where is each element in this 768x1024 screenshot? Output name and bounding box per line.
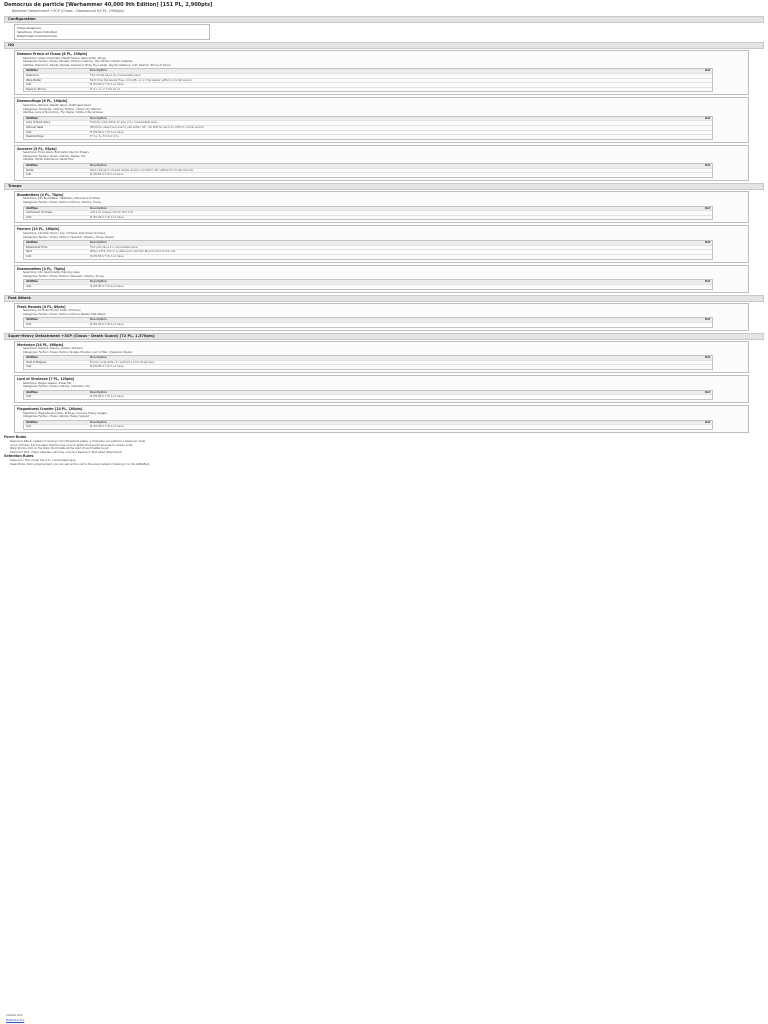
table-cell-ref: [694, 255, 712, 259]
unit-card: [14, 265, 749, 293]
table-cell-ref: [694, 83, 712, 87]
table-cell-ref: Ref: [705, 241, 710, 245]
selection-rules-lines: [4, 459, 764, 466]
table-cell-ref: Ref: [705, 164, 710, 168]
table-cell-name: Split: [26, 250, 32, 254]
table-cell-ref: [694, 126, 712, 130]
table-cell-name: Abilities: [26, 116, 38, 120]
table-cell-name: Unit: [26, 254, 32, 258]
section-heading: Fast Attack: [4, 295, 764, 302]
unit-name: Plagueburst Crawler [10 PL, 180pts]: [17, 407, 83, 412]
table-cell-name: Host of Plagues: [26, 360, 47, 364]
table-row: [24, 365, 712, 369]
table-cell-description: Warp charge 5. Closest visible enemy unit within 18" suffers D3 mortal wounds.: [90, 168, 194, 172]
table-cell-description: M WS BS S T W A Ld Save: [90, 254, 124, 258]
unit-profile-table: [23, 390, 713, 400]
table-cell-description: Description: [90, 69, 107, 73]
section-heading: HQ: [4, 42, 764, 49]
unit-card: [14, 145, 749, 181]
table-cell-description: Description: [90, 390, 107, 394]
table-row: [24, 216, 712, 220]
table-cell-name: Abilities: [26, 390, 38, 394]
unit-card: [14, 303, 749, 331]
force-rules-lines: [4, 440, 764, 454]
unit-card: [14, 97, 749, 142]
table-cell-ref: [694, 131, 712, 135]
table-cell-ref: [694, 250, 712, 254]
table-row: [24, 88, 712, 92]
unit-profile-table: [23, 206, 713, 221]
table-cell-ref: [694, 361, 712, 365]
unit-meta-line: Abilities: Daemonic, Deadly Demise, Daemonic Pride, Fly, Leader, Psychic Defence, Unit: Daemon Prince of Chaos: [23, 63, 171, 67]
table-cell-description: Description: [90, 164, 107, 168]
table-cell-name: Unit: [26, 365, 32, 369]
table-cell-name: Unit: [26, 130, 32, 134]
unit-profile-table: [23, 279, 713, 289]
table-cell-name: Abilities: [26, 280, 38, 284]
unit-meta-line: Categories: Faction: Chaos, Faction: Slaanesh, Infantry, Troops: [23, 274, 104, 278]
unit-meta-line: Categories: Faction: Chaos, Faction: Nurgle, Monster, Lord of War, Character, Psyker: [23, 350, 132, 354]
table-cell-description: Add 1 to charge rolls for this unit.: [90, 211, 134, 215]
unit-meta-line: Selections: 10x Daemonette, Piercing claws: [23, 271, 80, 275]
table-cell-ref: Ref: [705, 356, 710, 360]
table-row: [24, 323, 712, 327]
unit-meta-line: Categories: Faction: Chaos, Infantry, Character, HQ: [23, 385, 90, 389]
table-cell-name: Instrument of Chaos: [26, 211, 53, 215]
table-cell-name: Unit: [26, 284, 32, 288]
table-row: [24, 425, 712, 429]
configuration-line: Chaos Allegiance: [17, 26, 41, 30]
table-cell-description: Witchfire: select one enemy unit within 18", roll 3D6 for each 4+ inflict 1 mortal wound.: [90, 125, 205, 129]
table-cell-description: M WS BS S T W A Ld Save: [90, 173, 124, 177]
unit-card: [14, 191, 749, 224]
table-cell-name: Unit: [26, 173, 32, 177]
table-cell-ref: [694, 173, 712, 177]
table-cell-name: Abilities: [26, 241, 38, 245]
selection-rule-line: Daemonic: This model has a 5+ invulnerable save.: [10, 459, 77, 463]
table-row: [24, 255, 712, 259]
unit-meta-line: Categories: Faction: Chaos, Monster, Faction: Daemon, HQ, Faction: Heretic Astartes: [23, 60, 133, 64]
force-rule-line: Locus of Power: Each Greater Daemon has a Locus ability that grants bonuses to nearby units.: [10, 443, 133, 447]
section-heading: Super-Heavy Detachment +3CP (Chaos - Death Guard) [72 PL, 1,370pts]: [4, 333, 764, 340]
unit-meta-line: Selections: Warlord, Silence, Lantern, Rotwind: [23, 347, 83, 351]
unit-meta-line: Selections: 10x Pink Horror, Icon of Flame, Instrument of Chaos: [23, 232, 106, 235]
table-cell-ref: [694, 135, 712, 139]
table-cell-name: Daemonifuge: [26, 135, 44, 139]
unit-meta-line: Selections: Force stave, Bolt pistol, Psychic Powers: [23, 151, 89, 155]
table-row: [24, 135, 712, 139]
unit-profile-table: [23, 420, 713, 430]
unit-meta-line: Categories: Faction: Chaos, Infantry, Psyker, HQ: [23, 154, 86, 158]
configuration-line: Detachment Command Cost: [17, 34, 57, 38]
unit-meta-line: Selections: Chaos Undivided, Malefic talons, Warp bolter, Wings: [23, 56, 106, 60]
table-cell-ref: Ref: [705, 116, 710, 120]
force-rule-line: Daemonic Ritual: Instead of moving in the Movement phase, a Character can perform a daemonic ritual.: [10, 440, 146, 443]
table-cell-ref: [694, 323, 712, 327]
unit-meta-line: Selections: Plague spewer, Power fist: [23, 381, 72, 385]
table-cell-name: Aura of Dark Glory: [26, 121, 51, 125]
force-rules: [4, 435, 764, 467]
unit-meta-line: Selections: Warlord, Malefic talons, Hellforged sword: [23, 103, 92, 107]
unit-name: Bloodletters [4 PL, 70pts]: [17, 192, 64, 197]
table-cell-description: M WS BS S T W A Ld Save: [90, 83, 124, 87]
footer-link[interactable]: BattleScribe: [6, 1018, 25, 1022]
table-cell-ref: [694, 211, 712, 215]
table-cell-description: This unit has a 4+ invulnerable save.: [90, 245, 139, 249]
footer-note: Created with: [6, 1014, 23, 1017]
table-cell-description: M WS BS S T W A Ld Save: [90, 365, 124, 369]
unit-name: Daemonifuge [6 PL, 100pts]: [17, 99, 68, 104]
table-cell-ref: Ref: [705, 69, 710, 73]
unit-card: [14, 405, 749, 433]
unit-name: Sorcerer [5 PL, 95pts]: [17, 146, 57, 151]
unit-card: [14, 375, 749, 403]
table-row: [24, 395, 712, 399]
table-cell-ref: [694, 74, 712, 78]
unit-name: Horrors [10 PL, 160pts]: [17, 227, 60, 232]
table-cell-name: Unit: [26, 215, 32, 219]
table-cell-ref: [694, 285, 712, 289]
table-cell-ref: [694, 79, 712, 83]
unit-meta-line: Selections: 5x Flesh Hound, Collar of Khorne: [23, 309, 81, 313]
unit-meta-line: Selections: Plagueburst mortar, Entropy cannons, Heavy slugger: [23, 411, 107, 415]
selection-rule-line: Deep Strike: During deployment, you can set up this unit in the warp instead of placing it on the battlefield.: [10, 462, 151, 466]
unit-name: Daemonettes [4 PL, 70pts]: [17, 266, 66, 271]
table-cell-ref: Ref: [705, 280, 710, 284]
table-cell-description: Description: [90, 420, 107, 424]
table-cell-description: M WS BS S T W A Ld Save: [90, 284, 124, 288]
table-cell-name: Unit: [26, 425, 32, 429]
table-cell-ref: [694, 395, 712, 399]
table-cell-name: Unit: [26, 395, 32, 399]
table-cell-description: When a Pink Horror is destroyed, add two Blue Horrors to the unit.: [90, 250, 177, 254]
document-title: Democrus de particle [Warhammer 40,000 9th Edition] [151 PL, 2,900pts]: [4, 2, 213, 8]
unit-meta-line: Selections: 10x Bloodletter, Hellblade, Instrument of Chaos: [23, 197, 100, 201]
table-cell-ref: [694, 88, 712, 92]
table-cell-ref: Ref: [705, 318, 710, 322]
unit-profile-table: [23, 68, 713, 92]
table-cell-name: Unit: [26, 83, 32, 87]
force-rule-line: Daemonic Pact: Chaos Astartes units may include a Daemonic Pact allied detachment.: [10, 450, 123, 454]
table-cell-description: Enemy units within 3" subtract 1 from Toughness.: [90, 360, 155, 364]
unit-meta-line: Categories: Character, Infantry, Faction: Chaos, HQ, Warlord: [23, 107, 102, 111]
table-row: [24, 285, 712, 289]
table-cell-name: Warp Bolter: [26, 78, 42, 82]
table-cell-ref: Ref: [705, 420, 710, 424]
table-cell-description: 8" 2+ 2+ 7 7 9 4 10 3+: [90, 87, 121, 91]
table-cell-name: Unit: [26, 322, 32, 326]
table-cell-name: Abilities: [26, 206, 38, 210]
table-cell-description: Description: [90, 241, 107, 245]
table-cell-name: Abilities: [26, 69, 38, 73]
table-cell-name: Abilities: [26, 356, 38, 360]
configuration-box: [14, 24, 210, 40]
table-cell-ref: [694, 246, 712, 250]
unit-name: Daemon Prince of Chaos [8 PL, 190pts]: [17, 52, 88, 56]
table-cell-name: Abilities: [26, 318, 38, 322]
table-cell-description: M WS BS S T W A Ld Save: [90, 425, 124, 429]
table-cell-ref: [694, 169, 712, 173]
unit-profile-table: [23, 116, 713, 140]
table-cell-description: 6" 2+ 3+ 5 5 6 4 9 3+: [90, 135, 120, 139]
table-cell-description: M WS BS S T W A Ld Save: [90, 215, 124, 219]
table-cell-description: Description: [90, 206, 107, 210]
unit-profile-table: [23, 355, 713, 370]
table-cell-name: Daemon Prince: [26, 87, 46, 91]
table-cell-description: Description: [90, 116, 107, 120]
table-cell-name: Abilities: [26, 420, 38, 424]
table-cell-description: M WS BS S T W A Ld Save: [90, 395, 124, 399]
table-cell-ref: Ref: [705, 390, 710, 394]
table-row: [24, 173, 712, 177]
table-cell-description: Description: [90, 356, 107, 360]
unit-name: Mortarion [24 PL, 460pts]: [17, 342, 64, 347]
unit-profile-table: [23, 317, 713, 327]
unit-profile-table: [23, 163, 713, 178]
unit-name: Flesh Hounds [4 PL, 80pts]: [17, 304, 66, 309]
table-cell-name: Smite: [26, 168, 34, 172]
table-cell-name: Abilities: [26, 164, 38, 168]
table-cell-ref: Ref: [705, 206, 710, 210]
table-cell-description: Each time the bearer fires, roll a D6; on a 1 the bearer suffers 1 mortal wound.: [90, 78, 193, 82]
table-cell-ref: [694, 425, 712, 429]
table-cell-description: Description: [90, 318, 107, 322]
unit-card: [14, 50, 749, 95]
unit-name: Lord of Virulence [7 PL, 125pts]: [17, 377, 75, 382]
unit-meta-line: Categories: Faction: Chaos, Faction: Khorne, Beasts, Fast Attack: [23, 312, 106, 316]
table-cell-ref: [694, 365, 712, 369]
unit-meta-line: Categories: Faction: Chaos, Vehicle, Heavy Support: [23, 415, 90, 419]
table-cell-ref: [694, 121, 712, 125]
unit-meta-line: Categories: Faction: Chaos, Faction: Tzeentch, Infantry, Troops, Psyker: [23, 235, 115, 239]
table-cell-description: Description: [90, 280, 107, 284]
table-cell-description: Friendly units within 6" gain a 5+ invulnerable save.: [90, 121, 158, 125]
detachment-title: Battalion Detachment +5CP (Chaos - Daemonculi 83 PL, 1900pts): [12, 9, 124, 13]
section-heading: Troops: [4, 183, 764, 190]
table-cell-ref: [694, 216, 712, 220]
section-heading: Configuration: [4, 16, 764, 23]
unit-meta-line: Abilities: Smite, Prescience, Death Hex: [23, 158, 74, 162]
unit-meta-line: Abilities: Aura of Dark Glory, Fly, Psyker: Smite, Infernal Gaze: [23, 111, 103, 115]
configuration-line: Selections: Chaos Undivided: [17, 30, 57, 34]
unit-card: [14, 341, 749, 374]
unit-card: [14, 225, 749, 262]
table-cell-description: M WS BS S T W A Ld Save: [90, 322, 124, 326]
force-rules-heading: Force Rules: [4, 435, 27, 439]
force-rule-line: Warp Storms: Roll on the Warp Storm table at the start of each battle round.: [10, 447, 110, 451]
sections-container: [4, 16, 764, 433]
selection-rules-heading: Selection Rules: [4, 454, 34, 459]
table-cell-description: This model has a 4+ invulnerable save.: [90, 73, 142, 77]
unit-meta-line: Categories: Faction: Chaos, Faction: Khorne, Infantry, Troops: [23, 201, 102, 205]
table-cell-name: Ephemeral Form: [26, 245, 48, 249]
table-cell-description: M WS BS S T W A Ld Save: [90, 130, 124, 134]
unit-profile-table: [23, 240, 713, 259]
table-cell-name: Infernal Gaze: [26, 125, 44, 129]
table-cell-name: Daemonic: [26, 73, 40, 77]
